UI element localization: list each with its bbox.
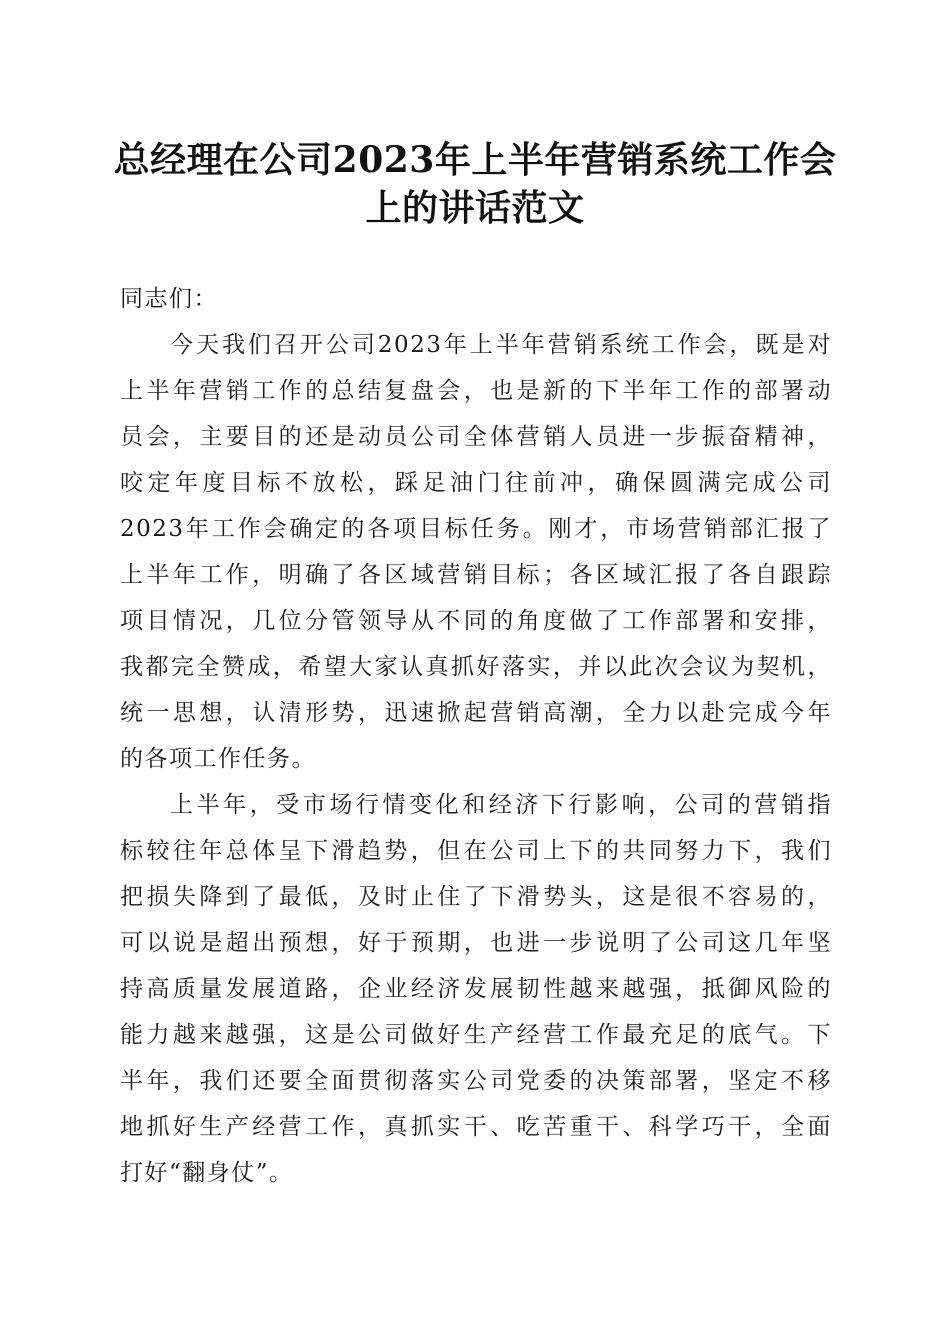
paragraph-line: 咬定年度目标不放松，踩足油门往前冲，确保圆满完成公司 [120,470,832,496]
paragraph-line: 上半年，受市场行情变化和经济下行影响，公司的营销指 [170,792,832,818]
paragraph-line: 上半年营销工作的总结复盘会，也是新的下半年工作的部署动 [120,378,832,404]
paragraph-line: 统一思想，认清形势，迅速掀起营销高潮，全力以赴完成今年 [120,700,832,726]
paragraph [120,782,832,1196]
paragraph-line: 可以说是超出预想，好于预期，也进一步说明了公司这几年坚 [120,930,832,956]
paragraph-line: 我都完全赞成，希望大家认真抓好落实，并以此次会议为契机， [120,654,832,680]
paragraph-line: 员会，主要目的还是动员公司全体营销人员进一步振奋精神， [120,424,832,450]
paragraph-line: 今天我们召开公司2023年上半年营销系统工作会，既是对 [170,332,832,358]
title-line: 上的讲话范文 [365,187,585,229]
paragraph-line: 能力越来越强，这是公司做好生产经营工作最充足的底气。下 [120,1022,832,1048]
paragraph-line: 持高质量发展道路，企业经济发展韧性越来越强，抵御风险的 [120,976,832,1002]
paragraph-line: 标较往年总体呈下滑趋势，但在公司上下的共同努力下，我们 [120,838,832,864]
paragraph-line: 地抓好生产经营工作，真抓实干、吃苦重干、科学巧干，全面 [120,1114,832,1140]
paragraph-line: 半年，我们还要全面贯彻落实公司党委的决策部署，坚定不移 [120,1068,832,1094]
document-body [120,276,832,1196]
paragraph [120,322,832,782]
paragraph-line: 把损失降到了最低，及时止住了下滑势头，这是很不容易的， [120,884,832,910]
paragraph-line: 的各项工作任务。 [120,746,316,772]
title-line: 总经理在公司2023年上半年营销系统工作会 [113,139,837,181]
paragraph-line: 打好“翻身仗”。 [120,1160,294,1186]
paragraph-line: 项目情况，几位分管领导从不同的角度做了工作部署和安排， [120,608,832,634]
document-title [100,136,850,232]
salutation: 同志们： [120,286,218,312]
paragraph-line: 2023年工作会确定的各项目标任务。刚才，市场营销部汇报了 [120,516,832,542]
paragraph-line: 上半年工作，明确了各区域营销目标；各区域汇报了各自跟踪 [120,562,832,588]
